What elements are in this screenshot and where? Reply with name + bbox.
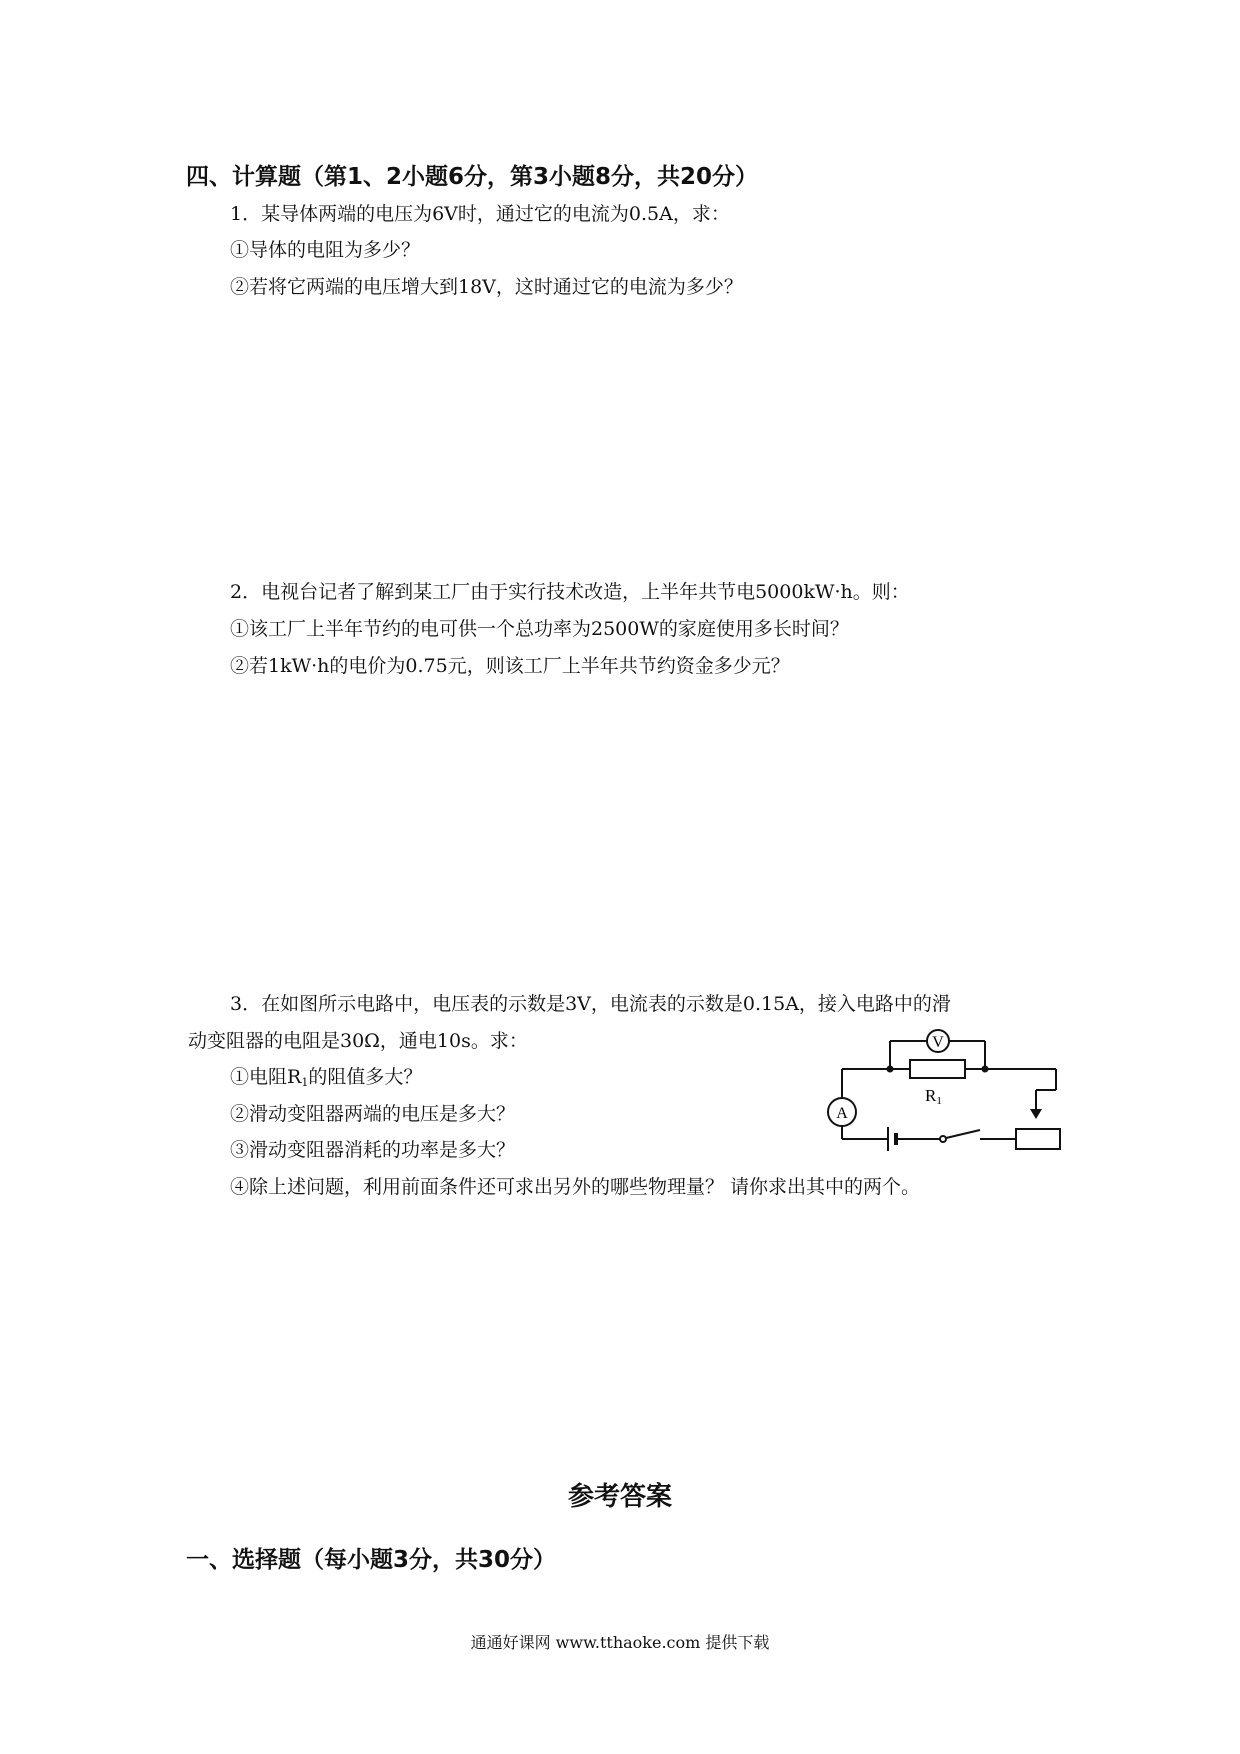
question-1-stem: 1．某导体两端的电压为6V时，通过它的电流为0.5A，求： — [230, 203, 730, 225]
slider-arrow-head — [1030, 1109, 1042, 1119]
question-1-part-2: ②若将它两端的电压增大到18V，这时通过它的电流为多少？ — [230, 276, 743, 298]
question-3-part-3: ③滑动变阻器消耗的功率是多大？ — [230, 1139, 516, 1161]
question-3-part-1-sub: 1 — [301, 1076, 309, 1089]
voltmeter-label: V — [932, 1034, 944, 1051]
question-3-stem-line-1: 3．在如图所示电路中，电压表的示数是3V，电流表的示数是0.15A，接入电路中的滑 — [230, 993, 951, 1015]
section-heading-calculation: 四、计算题（第1、2小题6分，第3小题8分，共20分） — [186, 164, 759, 190]
question-2-part-1: ①该工厂上半年节约的电可供一个总功率为2500W的家庭使用多长时间？ — [230, 618, 849, 640]
resistor-label — [925, 1086, 942, 1107]
resistor-label-main: R — [925, 1086, 937, 1105]
junction-right — [982, 1066, 989, 1073]
question-3-part-1-post: 的阻值多大？ — [308, 1066, 423, 1088]
circuit-diagram — [820, 1015, 1070, 1155]
answers-title: 参考答案 — [567, 1482, 672, 1512]
switch-terminal — [940, 1136, 946, 1142]
rheostat-symbol — [1016, 1129, 1060, 1149]
question-2-stem: 2．电视台记者了解到某工厂由于实行技术改造，上半年共节电5000kW·h。则： — [230, 581, 910, 603]
answers-section-1-heading: 一、选择题（每小题3分，共30分） — [186, 1547, 557, 1573]
question-3-part-2: ②滑动变阻器两端的电压是多大？ — [230, 1103, 516, 1125]
junction-left — [887, 1066, 894, 1073]
question-3-part-1 — [230, 1062, 422, 1089]
ammeter-label: A — [836, 1105, 848, 1122]
page-footer: 通通好课网 www.tthaoke.com 提供下载 — [470, 1633, 770, 1652]
question-1-part-1: ①导体的电阻为多少？ — [230, 239, 421, 261]
question-3-part-1-pre: ①电阻R — [230, 1066, 302, 1088]
question-2-part-2: ②若1kW·h的电价为0.75元，则该工厂上半年共节约资金多少元？ — [230, 655, 790, 677]
question-3-stem-line-2: 动变阻器的电阻是30Ω，通电10s。求： — [188, 1030, 528, 1052]
resistor-label-sub: 1 — [936, 1095, 942, 1107]
switch-lever — [946, 1130, 980, 1138]
question-3-part-4: ④除上述问题，利用前面条件还可求出另外的哪些物理量？ 请你求出其中的两个。 — [230, 1176, 921, 1198]
resistor-r1-symbol — [910, 1060, 965, 1078]
